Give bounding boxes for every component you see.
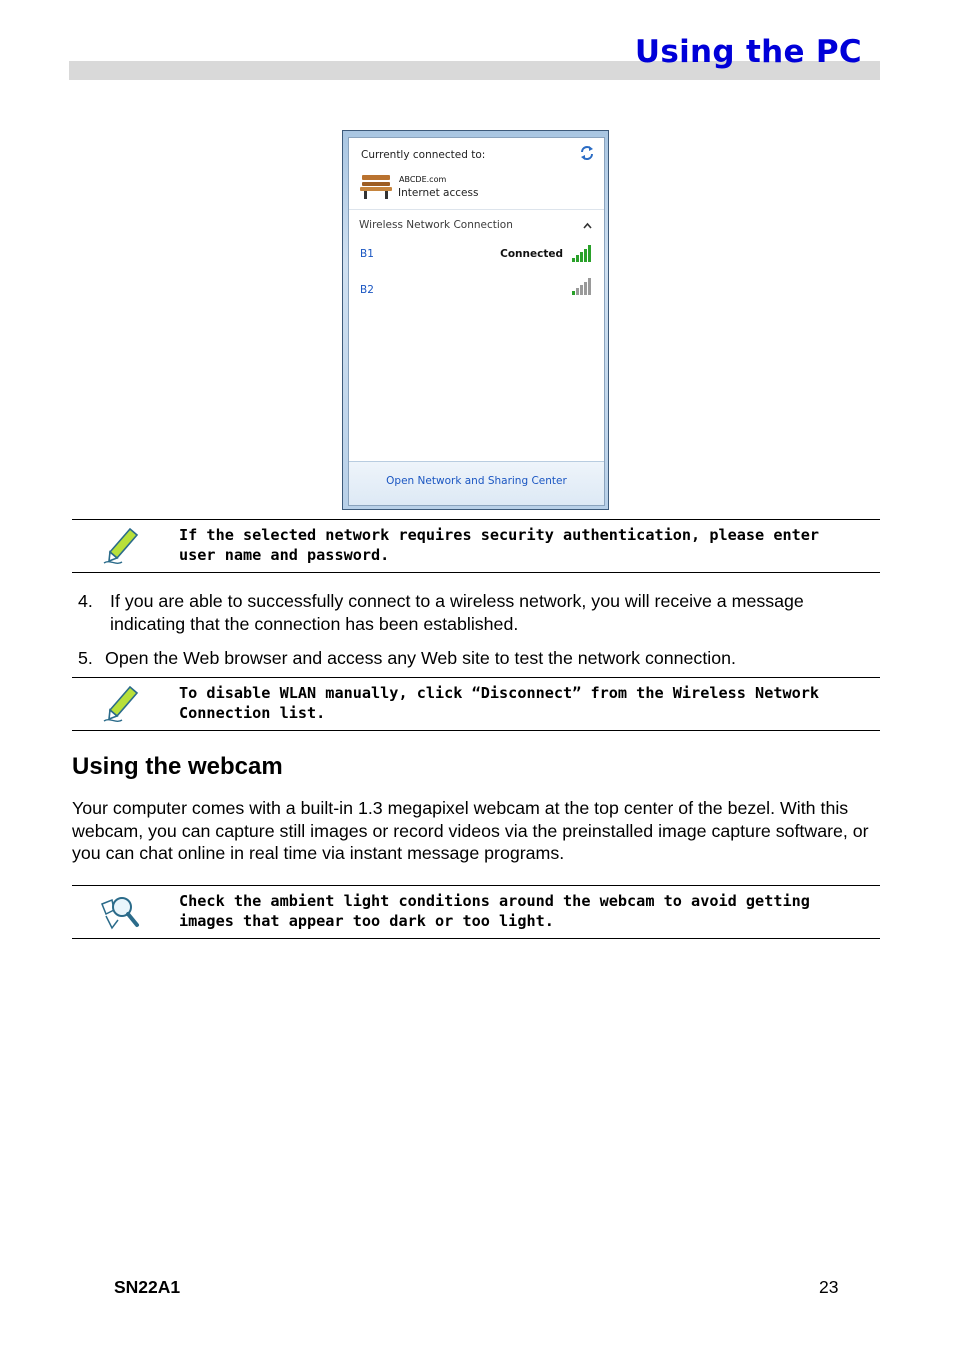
current-network-name: ABCDE.com: [399, 175, 447, 184]
park-bench-icon: [359, 172, 393, 200]
note-text: To disable WLAN manually, click “Disconnect” from the Wireless Network Connection list.: [179, 684, 820, 722]
chevron-up-icon[interactable]: [583, 222, 592, 229]
note-text: Check the ambient light conditions around the webcam to avoid getting images that appear too dark or too light.: [179, 892, 810, 930]
note-box: [72, 677, 880, 731]
paragraph: Your computer comes with a built-in 1.3 megapixel webcam at the top center of the bezel. With this webcam, you can capture still images or record videos via the preinstalled image capture software, or you can chat online in real time via instant message programs.: [72, 798, 869, 864]
page-number: 23: [819, 1277, 839, 1297]
note-box: [72, 519, 880, 573]
footer-model: SN22A1: [114, 1277, 181, 1297]
magnifier-icon: [100, 892, 140, 932]
network-item-b1[interactable]: B1: [360, 248, 374, 260]
pencil-icon: [100, 526, 140, 566]
wifi-popup-panel: [348, 137, 605, 506]
open-network-center-link[interactable]: Open Network and Sharing Center: [386, 475, 567, 487]
network-item-b2[interactable]: B2: [360, 284, 374, 296]
current-network-access: Internet access: [398, 187, 479, 199]
page-title: Using the PC: [634, 34, 862, 70]
pencil-icon: [100, 684, 140, 724]
note-box: [72, 885, 880, 939]
step-text: indicating that the connection has been established.: [110, 613, 519, 634]
currently-connected-label: Currently connected to:: [361, 149, 486, 161]
step-number: 5.: [78, 648, 93, 668]
divider: [349, 209, 604, 210]
section-heading: Using the webcam: [72, 753, 283, 780]
note-text: If the selected network requires security authentication, please enter user name and password.: [179, 526, 820, 564]
step-number: 4.: [78, 591, 93, 611]
network-status: Connected: [500, 248, 563, 260]
step-text: Open the Web browser and access any Web site to test the network connection.: [105, 648, 736, 668]
step-text: If you are able to successfully connect to a wireless network, you will receive a message: [110, 591, 804, 611]
wifi-popup-screenshot: [342, 130, 609, 510]
section-label: Wireless Network Connection: [359, 219, 513, 231]
refresh-icon[interactable]: [578, 144, 596, 162]
signal-strength-icon: [571, 244, 593, 262]
popup-footer: [349, 461, 604, 505]
signal-strength-icon: [571, 277, 593, 295]
